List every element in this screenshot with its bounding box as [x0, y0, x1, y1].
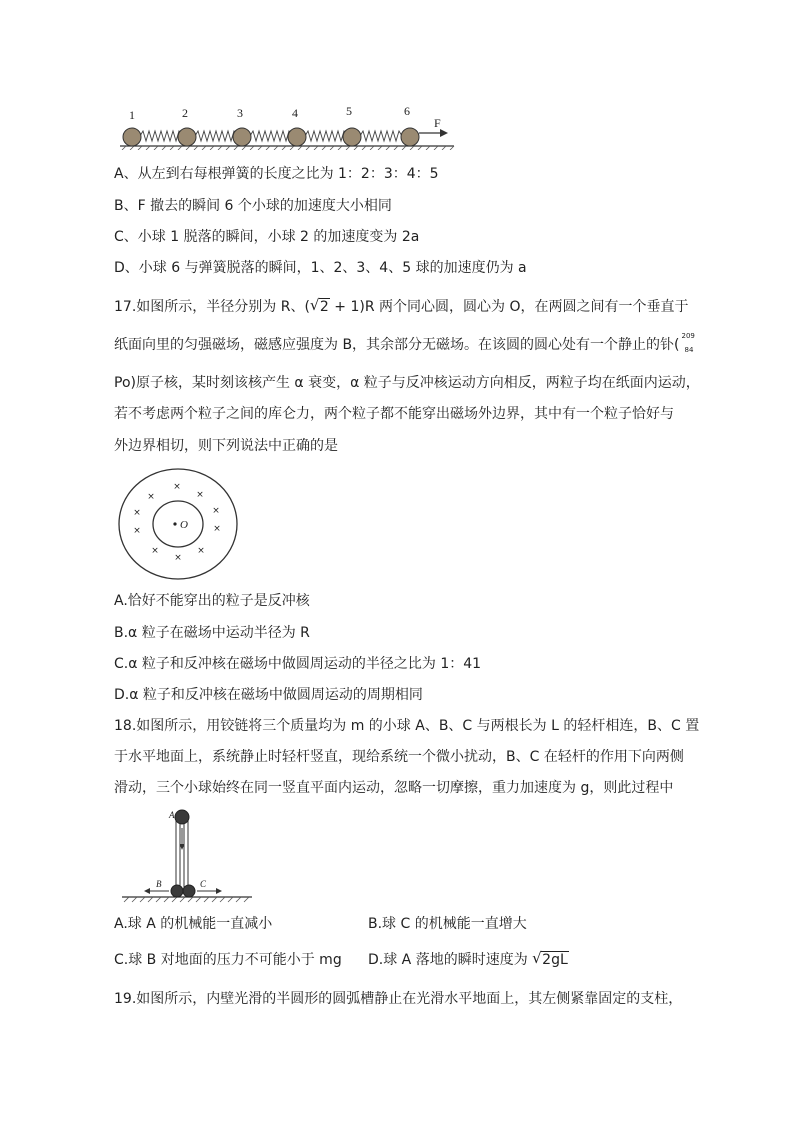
q16-option-c: C、小球 1 脱落的瞬间，小球 2 的加速度变为 2a: [114, 229, 420, 245]
q18-option-b: B.球 C 的机械能一直增大: [368, 916, 527, 932]
rod-right: [184, 814, 188, 891]
q18-stem-line-1: 18.如图所示，用铰链将三个质量均为 m 的小球 A、B、C 与两根长为 L 的轻杆相连，B、C 置: [114, 718, 700, 734]
q17-stem-line-5: 外边界相切，则下列说法中正确的是: [114, 438, 338, 454]
nuclide-notation: [680, 332, 695, 354]
field-mark: ×: [151, 546, 159, 556]
ball-2: [178, 128, 196, 146]
q17-stem-2a: 纸面向里的匀强磁场，磁感应强度为 B，其余部分无磁场。在该圆的圆心处有一个静止的钋(: [114, 337, 680, 353]
q19-stem-line-1: 19.如图所示，内壁光滑的半圆形的圆弧槽静止在光滑水平地面上，其左侧紧靠固定的支柱，: [114, 991, 683, 1007]
field-mark: ×: [213, 524, 221, 534]
radical-sign: √: [532, 949, 542, 967]
sqrt-expression: [532, 951, 569, 969]
q17-stem-1b: + 1)R 两个同心圆，圆心为 O，在两圆之间有一个垂直于: [329, 299, 689, 315]
label-c: C: [200, 879, 207, 889]
sqrt-expression: [310, 298, 330, 316]
sqrt-radicand: 2: [319, 299, 329, 315]
q17-stem-1a: 17.如图所示，半径分别为 R、(: [114, 299, 310, 315]
ball-a: [175, 810, 189, 824]
ball-label-1: 1: [129, 108, 135, 122]
ball-5: [343, 128, 361, 146]
q16-option-a: A、从左到右每根弹簧的长度之比为 1：2：3：4：5: [114, 166, 439, 182]
ball-6: [401, 128, 419, 146]
field-mark: ×: [147, 492, 155, 502]
ball-label-6: 6: [404, 104, 410, 118]
field-mark: ×: [174, 553, 182, 563]
sqrt-radicand: 2gL: [542, 952, 568, 968]
q18-stem-line-3: 滑动，三个小球始终在同一竖直平面内运动，忽略一切摩擦，重力加速度为 g，则此过程中: [114, 780, 674, 796]
q17-option-a: A.恰好不能穿出的粒子是反冲核: [114, 593, 310, 609]
field-mark: ×: [173, 482, 181, 492]
field-mark: ×: [196, 490, 204, 500]
rod-balls-figure: [120, 806, 255, 910]
ball-c: [183, 885, 195, 897]
ball-4: [288, 128, 306, 146]
q17-option-c: C.α 粒子和反冲核在磁场中做圆周运动的半径之比为 1：41: [114, 656, 482, 672]
ball-label-5: 5: [346, 104, 352, 118]
field-mark: ×: [133, 508, 141, 518]
spring-4-5: [305, 131, 347, 141]
q16-option-d: D、小球 6 与弹簧脱落的瞬间，1、2、3、4、5 球的加速度仍为 a: [114, 260, 527, 276]
spring-5-6: [360, 131, 402, 141]
spring-2-3: [195, 131, 237, 141]
q16-option-b: B、F 撤去的瞬间 6 个小球的加速度大小相同: [114, 198, 392, 214]
q18-option-d: [368, 951, 569, 969]
q17-stem-line-3: Po)原子核，某时刻该核产生 α 衰变，α 粒子与反冲核运动方向相反，两粒子均在纸面内运动，: [114, 375, 700, 391]
ball-label-4: 4: [292, 106, 298, 120]
q18-option-d-text: D.球 A 落地的瞬时速度为: [368, 952, 528, 968]
spring-3-4: [250, 131, 292, 141]
ball-1: [123, 128, 141, 146]
ball-3: [233, 128, 251, 146]
balls-springs-figure: [112, 100, 462, 150]
nuclide-atomic-number: 84: [684, 346, 694, 354]
rod-left: [176, 814, 180, 891]
q17-stem-line-1: [114, 298, 688, 316]
field-mark: ×: [133, 526, 141, 536]
spring-1-2: [140, 131, 182, 141]
label-b: B: [156, 879, 162, 889]
force-label: F: [434, 116, 441, 130]
nuclide-mass-number: 209: [681, 332, 695, 340]
right-arrow-head: [216, 888, 222, 894]
q18-option-a: A.球 A 的机械能一直减小: [114, 916, 273, 932]
center-label-o: O: [180, 519, 188, 531]
q17-stem-line-4: 若不考虑两个粒子之间的库仑力，两个粒子都不能穿出磁场外边界，其中有一个粒子恰好与: [114, 406, 674, 422]
q17-stem-line-2: [114, 332, 695, 354]
concentric-circles-figure: [117, 467, 241, 583]
center-point: [173, 522, 176, 525]
q18-stem-line-2: 于水平地面上，系统静止时轻杆竖直，现给系统一个微小扰动，B、C 在轻杆的作用下向两侧: [114, 749, 684, 765]
field-mark: ×: [212, 506, 220, 516]
ball-b: [171, 885, 183, 897]
field-mark: ×: [197, 546, 205, 556]
ball-label-2: 2: [182, 106, 188, 120]
q18-option-c: C.球 B 对地面的压力不可能小于 mg: [114, 952, 342, 968]
label-a: A: [169, 810, 175, 820]
left-arrow-head: [144, 888, 150, 894]
force-arrow-head: [440, 129, 448, 137]
inner-circle: [153, 501, 203, 547]
radical-sign: √: [309, 296, 320, 314]
q17-option-d: D.α 粒子和反冲核在磁场中做圆周运动的周期相同: [114, 687, 423, 703]
q17-option-b: B.α 粒子在磁场中运动半径为 R: [114, 625, 310, 641]
ball-label-3: 3: [237, 106, 243, 120]
